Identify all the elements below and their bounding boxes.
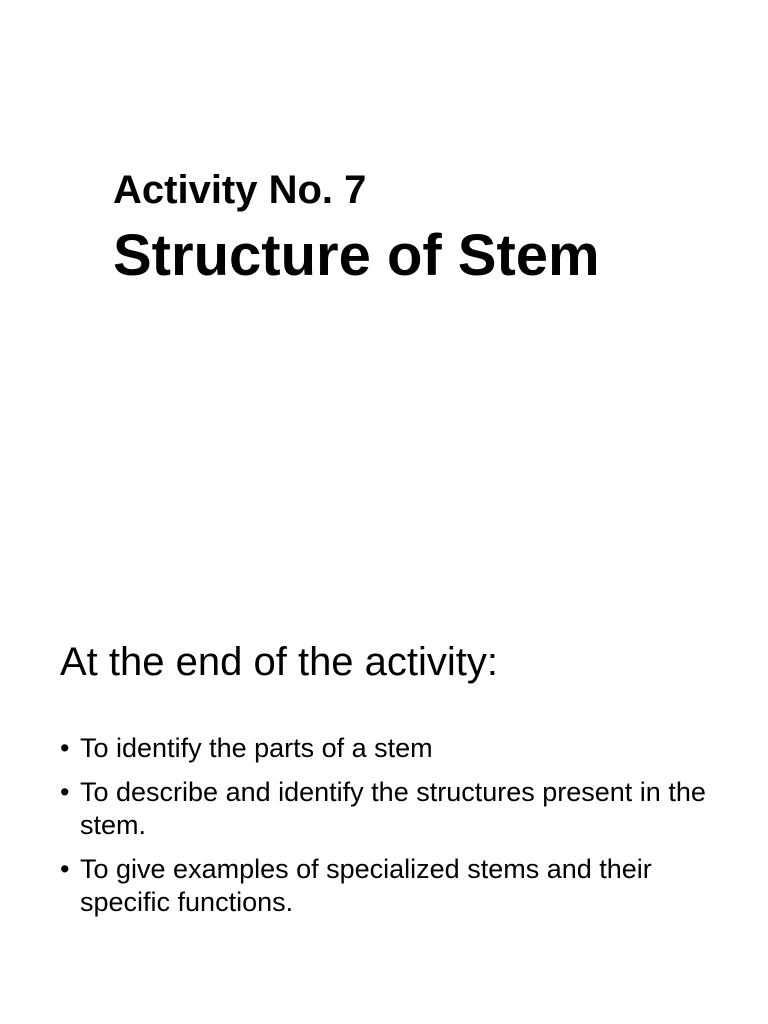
- objectives-slide: [0, 512, 768, 1024]
- objective-text: To give examples of specialized stems and their specific functions.: [80, 854, 652, 917]
- bullet-icon: •: [60, 777, 70, 807]
- activity-title: Structure of Stem: [113, 223, 600, 288]
- bullet-icon: •: [60, 733, 70, 763]
- list-item: [60, 776, 720, 842]
- objective-text: To identify the parts of a stem: [80, 733, 433, 763]
- activity-number: Activity No. 7: [113, 168, 367, 212]
- objectives-heading: At the end of the activity:: [60, 640, 499, 684]
- list-item: [60, 853, 720, 919]
- list-item: [60, 732, 720, 765]
- objectives-list: [60, 732, 720, 930]
- bullet-icon: •: [60, 854, 70, 884]
- objective-text: To describe and identify the structures present in the stem.: [80, 777, 706, 840]
